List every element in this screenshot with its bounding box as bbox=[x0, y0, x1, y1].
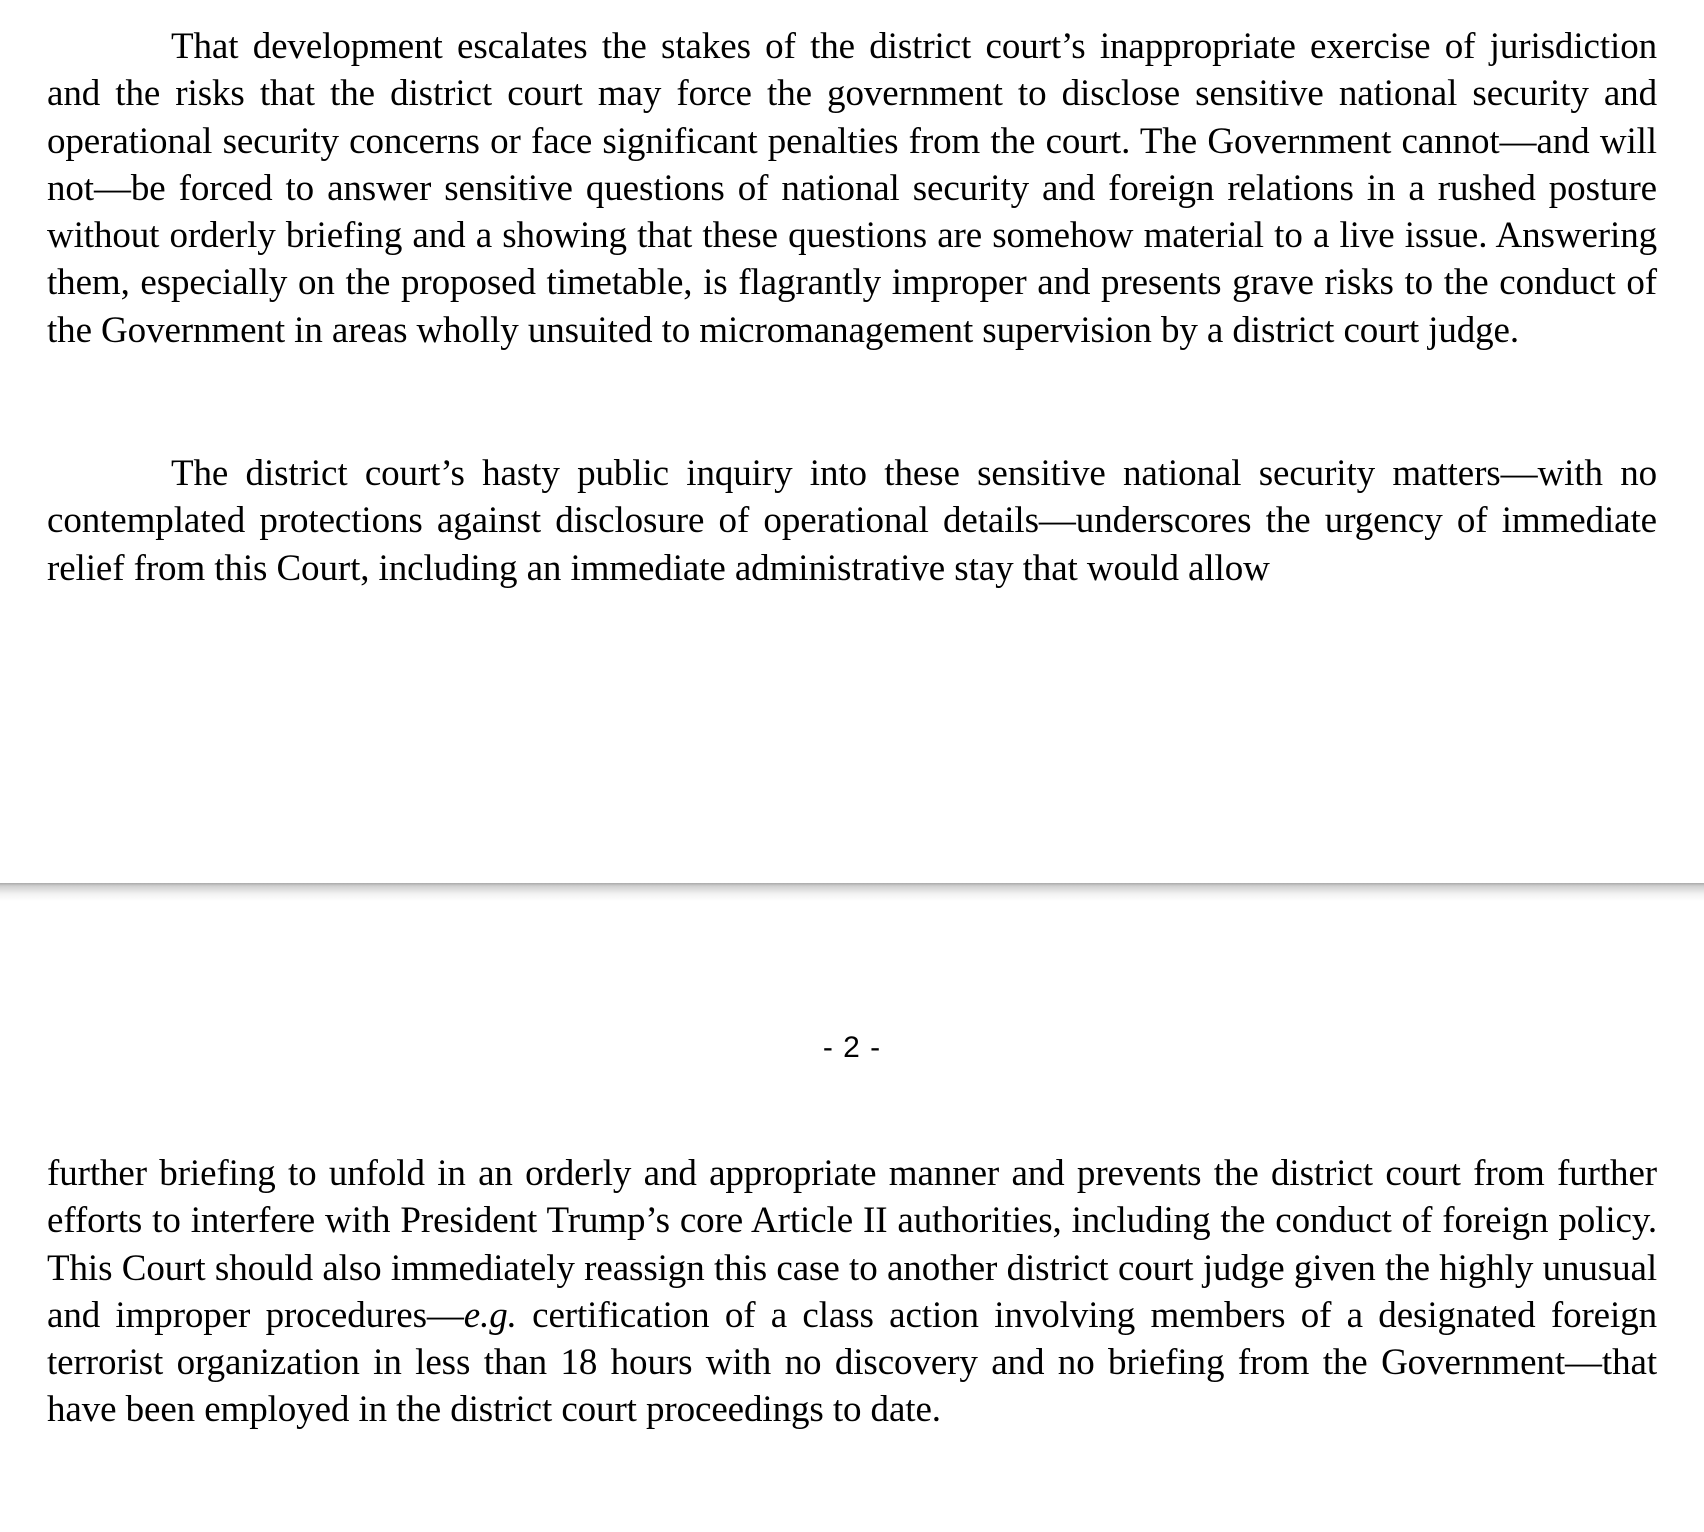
paragraph-escalation: That development escalates the stakes of the district court’s inappropriate exercise of jurisdiction and the risks that the district court may force the government to disclose sensitive national security and operational security concerns or face significant penalties from the court. The Government cannot—and will not—be forced to answer sensitive questions of national security and foreign relations in a rushed posture without orderly briefing and a showing that these questions are somehow material to a live issue. Answering them, especially on the proposed timetable, is flagrantly improper and presents grave risks to the conduct of the Government in areas wholly unsuited to micromanagement supervision by a district court judge. bbox=[47, 26, 1657, 351]
italic-eg: e.g. bbox=[463, 1294, 517, 1336]
paragraph-further-briefing bbox=[47, 1150, 1657, 1434]
page-number: - 2 - bbox=[822, 1031, 882, 1064]
paragraph-text-start: further briefing to unfold in an orderly and appropriate manner and prevents the district court from further efforts to interfere with President Trump’s core Article II authorities, including the conduct of foreign policy. This Court should also immediately reassign this case to another district court judge given the highly unusual and improper procedures— bbox=[47, 1153, 1657, 1336]
page-break-divider bbox=[0, 883, 1704, 901]
paragraph-text-end: certification of a class action involving members of a designated foreign terrorist organization in less than 18 hours with no discovery and no briefing from the Government—that have been employed in the district court proceedings to date. bbox=[47, 1294, 1657, 1431]
paragraph-hasty-inquiry: The district court’s hasty public inquiry into these sensitive national security matters—with no contemplated protections against disclosure of operational details—underscores the urgency of immediate relief from this Court, including an immediate administrative stay that would allow bbox=[47, 453, 1657, 589]
